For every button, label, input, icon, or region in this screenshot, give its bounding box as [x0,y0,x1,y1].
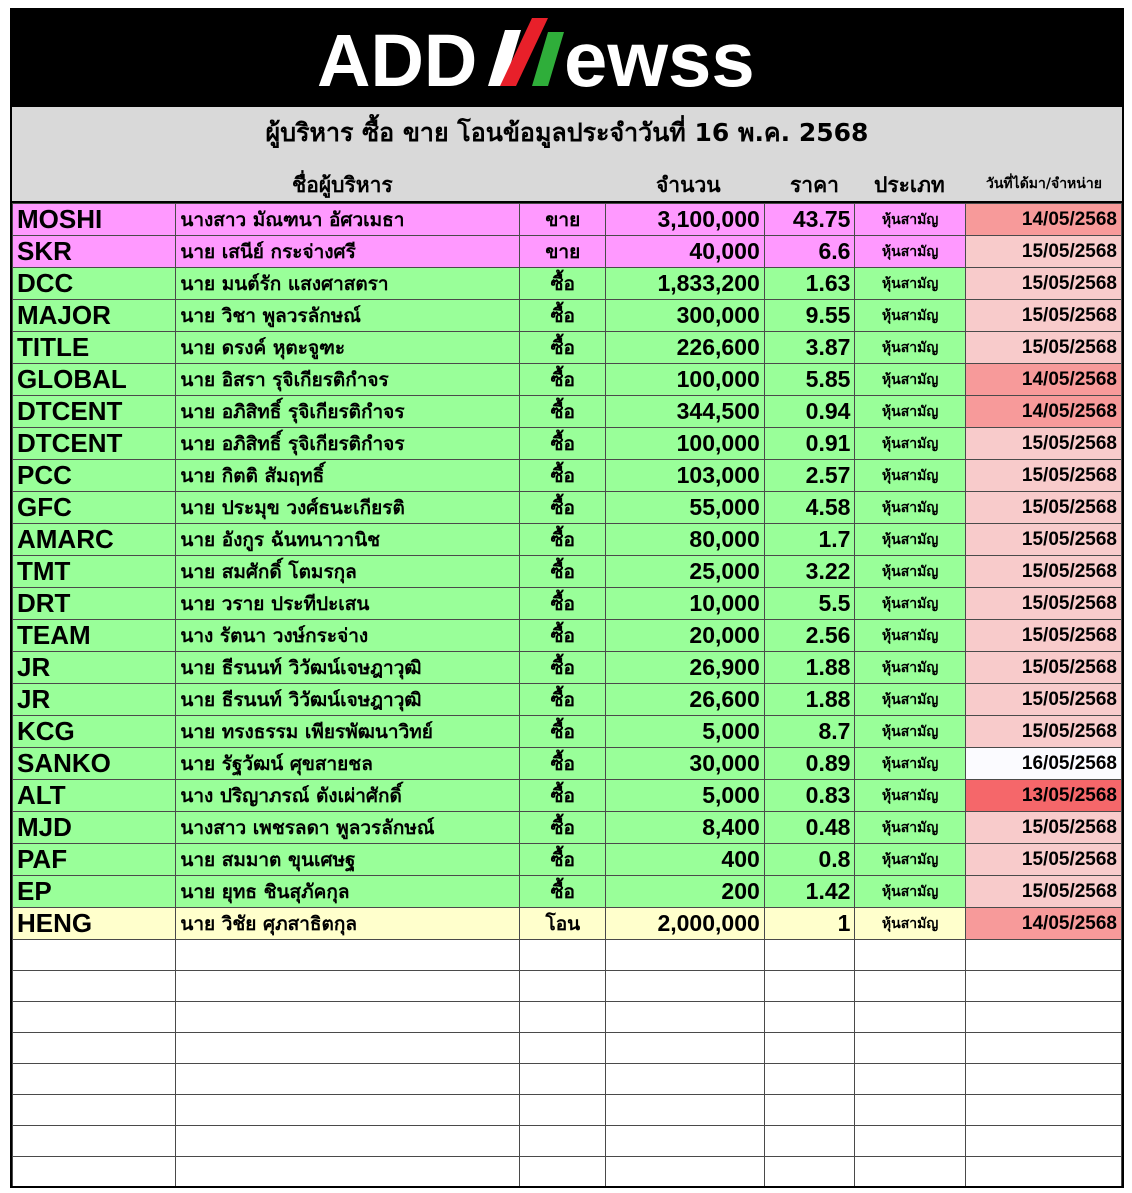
table-header [12,105,1122,203]
table-row [13,364,1122,396]
amount-cell[interactable]: 400 [606,844,764,876]
amount-cell[interactable]: 100,000 [606,364,764,396]
table-row [13,844,1122,876]
symbol-cell[interactable]: TMT [13,556,176,588]
symbol-cell[interactable]: MJD [13,812,176,844]
table-row [13,396,1122,428]
empty-cell[interactable] [606,1095,764,1126]
empty-cell[interactable] [965,1095,1121,1126]
security-type-cell[interactable]: หุ้นสามัญ [855,876,965,908]
insider-trades-table [12,203,1122,1188]
price-cell[interactable]: 1.88 [764,684,855,716]
price-cell[interactable]: 3.22 [764,556,855,588]
empty-cell[interactable] [855,971,965,1002]
executive-name-cell[interactable]: นาย ประมุข วงศ์ธนะเกียรติ [176,492,520,524]
price-cell[interactable]: 43.75 [764,204,855,236]
executive-name-cell[interactable]: นาย มนต์รัก แสงศาสตรา [176,268,520,300]
empty-cell[interactable] [764,1033,855,1064]
date-cell[interactable]: 14/05/2568 [965,908,1121,940]
date-cell[interactable]: 15/05/2568 [965,332,1121,364]
security-type-cell[interactable]: หุ้นสามัญ [855,236,965,268]
empty-cell[interactable] [176,1033,520,1064]
empty-cell[interactable] [764,1188,855,1189]
action-cell[interactable]: ซื้อ [520,588,606,620]
empty-cell[interactable] [176,971,520,1002]
date-cell[interactable]: 15/05/2568 [965,236,1121,268]
security-type-cell[interactable]: หุ้นสามัญ [855,812,965,844]
empty-cell[interactable] [520,1002,606,1033]
col-header-type: ประเภท [874,173,945,197]
amount-cell[interactable]: 3,100,000 [606,204,764,236]
page-title: ผู้บริหาร ซื้อ ขาย โอนข้อมูลประจำวันที่ 16 พ.ค. 2568 [265,118,869,147]
empty-cell[interactable] [520,1095,606,1126]
table-row [13,204,1122,236]
amount-cell[interactable]: 100,000 [606,428,764,460]
table-row [13,780,1122,812]
executive-name-cell[interactable]: นาง ปริญาภรณ์ ตังเผ่าศักดิ์ [176,780,520,812]
date-cell[interactable]: 15/05/2568 [965,844,1121,876]
empty-row [13,1188,1122,1189]
empty-cell[interactable] [176,1064,520,1095]
empty-cell[interactable] [520,971,606,1002]
executive-name-cell[interactable]: นาย อภิสิทธิ์ รุจิเกียรติกำจร [176,396,520,428]
amount-cell[interactable]: 226,600 [606,332,764,364]
empty-cell[interactable] [855,1188,965,1189]
price-cell[interactable]: 0.48 [764,812,855,844]
empty-cell[interactable] [965,1157,1121,1188]
action-cell[interactable]: ซื้อ [520,876,606,908]
date-cell[interactable]: 15/05/2568 [965,556,1121,588]
date-cell[interactable]: 15/05/2568 [965,652,1121,684]
security-type-cell[interactable]: หุ้นสามัญ [855,332,965,364]
empty-cell[interactable] [764,1002,855,1033]
executive-name-cell[interactable]: นาย อภิสิทธิ์ รุจิเกียรติกำจร [176,428,520,460]
symbol-cell[interactable]: PCC [13,460,176,492]
empty-cell[interactable] [13,1002,176,1033]
empty-row [13,940,1122,971]
empty-cell[interactable] [764,1064,855,1095]
action-cell[interactable]: ซื้อ [520,396,606,428]
empty-cell[interactable] [13,1033,176,1064]
col-header-name: ชื่อผู้บริหาร [292,173,393,197]
action-cell[interactable]: ซื้อ [520,268,606,300]
empty-cell[interactable] [764,1095,855,1126]
price-cell[interactable]: 1 [764,908,855,940]
executive-name-cell[interactable]: นาย วิชา พูลวรลักษณ์ [176,300,520,332]
empty-cell[interactable] [606,1002,764,1033]
empty-row [13,971,1122,1002]
price-cell[interactable]: 3.87 [764,332,855,364]
symbol-cell[interactable]: SKR [13,236,176,268]
empty-cell[interactable] [606,971,764,1002]
date-cell[interactable]: 13/05/2568 [965,780,1121,812]
table-row [13,588,1122,620]
empty-cell[interactable] [764,940,855,971]
table-row [13,908,1122,940]
date-cell[interactable]: 15/05/2568 [965,588,1121,620]
security-type-cell[interactable]: หุ้นสามัญ [855,908,965,940]
executive-name-cell[interactable]: นาย ธีรนนท์ วิวัฒน์เจษฎาวุฒิ [176,652,520,684]
action-cell[interactable]: ซื้อ [520,844,606,876]
security-type-cell[interactable]: หุ้นสามัญ [855,844,965,876]
symbol-cell[interactable]: AMARC [13,524,176,556]
table-row [13,620,1122,652]
date-cell[interactable]: 15/05/2568 [965,716,1121,748]
symbol-cell[interactable]: DTCENT [13,428,176,460]
date-cell[interactable]: 14/05/2568 [965,204,1121,236]
executive-name-cell[interactable]: นาย ทรงธรรม เพียรพัฒนาวิทย์ [176,716,520,748]
action-cell[interactable]: ขาย [520,236,606,268]
price-cell[interactable]: 0.89 [764,748,855,780]
symbol-cell[interactable]: GFC [13,492,176,524]
price-cell[interactable]: 1.7 [764,524,855,556]
empty-cell[interactable] [176,1157,520,1188]
date-cell[interactable]: 15/05/2568 [965,428,1121,460]
amount-cell[interactable]: 1,833,200 [606,268,764,300]
price-cell[interactable]: 6.6 [764,236,855,268]
amount-cell[interactable]: 5,000 [606,780,764,812]
table-row [13,812,1122,844]
empty-row [13,1157,1122,1188]
executive-name-cell[interactable]: นาย วราย ประทีปะเสน [176,588,520,620]
action-cell[interactable]: ซื้อ [520,652,606,684]
price-cell[interactable]: 5.5 [764,588,855,620]
symbol-cell[interactable]: DCC [13,268,176,300]
symbol-cell[interactable]: ALT [13,780,176,812]
col-header-price: ราคา [790,173,839,197]
table-row [13,748,1122,780]
security-type-cell[interactable]: หุ้นสามัญ [855,684,965,716]
date-cell[interactable]: 15/05/2568 [965,300,1121,332]
price-cell[interactable]: 0.83 [764,780,855,812]
executive-name-cell[interactable]: นาย เสนีย์ กระจ่างศรี [176,236,520,268]
empty-cell[interactable] [520,1188,606,1189]
price-cell[interactable]: 8.7 [764,716,855,748]
amount-cell[interactable]: 26,600 [606,684,764,716]
col-header-amount: จำนวน [656,173,721,197]
security-type-cell[interactable]: หุ้นสามัญ [855,428,965,460]
action-cell[interactable]: ซื้อ [520,428,606,460]
empty-cell[interactable] [176,1002,520,1033]
price-cell[interactable]: 2.57 [764,460,855,492]
symbol-cell[interactable]: HENG [13,908,176,940]
date-cell[interactable]: 15/05/2568 [965,876,1121,908]
empty-cell[interactable] [965,1126,1121,1157]
action-cell[interactable]: ซื้อ [520,492,606,524]
empty-cell[interactable] [606,1033,764,1064]
executive-name-cell[interactable]: นาย วิชัย ศุภสาธิตกุล [176,908,520,940]
table-row [13,876,1122,908]
action-cell[interactable]: ซื้อ [520,812,606,844]
action-cell[interactable]: ซื้อ [520,524,606,556]
security-type-cell[interactable]: หุ้นสามัญ [855,652,965,684]
action-cell[interactable]: ซื้อ [520,748,606,780]
empty-row [13,1064,1122,1095]
price-cell[interactable]: 9.55 [764,300,855,332]
action-cell[interactable]: ซื้อ [520,684,606,716]
empty-cell[interactable] [965,1064,1121,1095]
symbol-cell[interactable]: MAJOR [13,300,176,332]
empty-cell[interactable] [764,1157,855,1188]
empty-cell[interactable] [764,1126,855,1157]
security-type-cell[interactable]: หุ้นสามัญ [855,268,965,300]
amount-cell[interactable]: 25,000 [606,556,764,588]
empty-cell[interactable] [13,940,176,971]
action-cell[interactable]: ซื้อ [520,332,606,364]
amount-cell[interactable]: 26,900 [606,652,764,684]
amount-cell[interactable]: 30,000 [606,748,764,780]
amount-cell[interactable]: 10,000 [606,588,764,620]
empty-cell[interactable] [764,971,855,1002]
security-type-cell[interactable]: หุ้นสามัญ [855,492,965,524]
sheet-frame [10,8,1124,1188]
executive-name-cell[interactable]: นาย ยุทธ ชินสุภัคกุล [176,876,520,908]
logo-text-ewss: ewss [564,15,755,103]
table-row [13,332,1122,364]
security-type-cell[interactable]: หุ้นสามัญ [855,300,965,332]
symbol-cell[interactable]: EP [13,876,176,908]
action-cell[interactable]: ซื้อ [520,300,606,332]
empty-cell[interactable] [176,1126,520,1157]
security-type-cell[interactable]: หุ้นสามัญ [855,364,965,396]
security-type-cell[interactable]: หุ้นสามัญ [855,748,965,780]
empty-cell[interactable] [965,1188,1121,1189]
price-cell[interactable]: 4.58 [764,492,855,524]
symbol-cell[interactable]: DRT [13,588,176,620]
security-type-cell[interactable]: หุ้นสามัญ [855,716,965,748]
symbol-cell[interactable]: TITLE [13,332,176,364]
security-type-cell[interactable]: หุ้นสามัญ [855,588,965,620]
action-cell[interactable]: ซื้อ [520,716,606,748]
table-row [13,300,1122,332]
date-cell[interactable]: 15/05/2568 [965,268,1121,300]
empty-cell[interactable] [965,940,1121,971]
action-cell[interactable]: ซื้อ [520,620,606,652]
table-row [13,524,1122,556]
empty-cell[interactable] [855,1002,965,1033]
date-cell[interactable]: 15/05/2568 [965,524,1121,556]
amount-cell[interactable]: 103,000 [606,460,764,492]
executive-name-cell[interactable]: นางสาว มัณฑนา อัศวเมธา [176,204,520,236]
action-cell[interactable]: ซื้อ [520,364,606,396]
empty-cell[interactable] [13,1157,176,1188]
price-cell[interactable]: 1.42 [764,876,855,908]
security-type-cell[interactable]: หุ้นสามัญ [855,460,965,492]
security-type-cell[interactable]: หุ้นสามัญ [855,524,965,556]
date-cell[interactable]: 15/05/2568 [965,620,1121,652]
executive-name-cell[interactable]: นาย กิตติ สัมฤทธิ์ [176,460,520,492]
table-row [13,236,1122,268]
logo-banner [12,10,1122,105]
action-cell[interactable]: โอน [520,908,606,940]
table-row [13,460,1122,492]
amount-cell[interactable]: 80,000 [606,524,764,556]
col-header-date: วันที่ได้มา/จำหน่าย [986,176,1102,192]
executive-name-cell[interactable]: นาย สมศักดิ์ โตมรกุล [176,556,520,588]
empty-cell[interactable] [855,1033,965,1064]
empty-cell[interactable] [13,1126,176,1157]
empty-cell[interactable] [520,1033,606,1064]
addnewss-logo [12,10,1122,105]
empty-cell[interactable] [606,1188,764,1189]
amount-cell[interactable]: 55,000 [606,492,764,524]
action-cell[interactable]: ซื้อ [520,556,606,588]
table-row [13,428,1122,460]
empty-cell[interactable] [520,1157,606,1188]
action-cell[interactable]: ซื้อ [520,780,606,812]
date-cell[interactable]: 15/05/2568 [965,812,1121,844]
amount-cell[interactable]: 344,500 [606,396,764,428]
table-row [13,268,1122,300]
executive-name-cell[interactable]: นาย อังกูร ฉันทนาวานิช [176,524,520,556]
empty-cell[interactable] [176,940,520,971]
empty-cell[interactable] [176,1188,520,1189]
table-row [13,492,1122,524]
table-row [13,684,1122,716]
amount-cell[interactable]: 5,000 [606,716,764,748]
price-cell[interactable]: 5.85 [764,364,855,396]
amount-cell[interactable]: 8,400 [606,812,764,844]
symbol-cell[interactable]: KCG [13,716,176,748]
security-type-cell[interactable]: หุ้นสามัญ [855,396,965,428]
empty-cell[interactable] [965,1002,1121,1033]
executive-name-cell[interactable]: นาย ดรงค์ หุตะจูฑะ [176,332,520,364]
symbol-cell[interactable]: PAF [13,844,176,876]
price-cell[interactable]: 0.94 [764,396,855,428]
empty-cell[interactable] [606,1157,764,1188]
symbol-cell[interactable]: GLOBAL [13,364,176,396]
empty-cell[interactable] [855,1126,965,1157]
price-cell[interactable]: 1.88 [764,652,855,684]
price-cell[interactable]: 2.56 [764,620,855,652]
empty-cell[interactable] [13,1064,176,1095]
empty-cell[interactable] [965,1033,1121,1064]
date-cell[interactable]: 15/05/2568 [965,492,1121,524]
security-type-cell[interactable]: หุ้นสามัญ [855,204,965,236]
empty-cell[interactable] [855,1095,965,1126]
price-cell[interactable]: 0.91 [764,428,855,460]
symbol-cell[interactable]: DTCENT [13,396,176,428]
price-cell[interactable]: 1.63 [764,268,855,300]
empty-cell[interactable] [176,1095,520,1126]
amount-cell[interactable]: 20,000 [606,620,764,652]
date-cell[interactable]: 15/05/2568 [965,684,1121,716]
date-cell[interactable]: 15/05/2568 [965,460,1121,492]
empty-cell[interactable] [855,1064,965,1095]
empty-cell[interactable] [13,971,176,1002]
empty-cell[interactable] [13,1095,176,1126]
amount-cell[interactable]: 200 [606,876,764,908]
empty-row [13,1033,1122,1064]
amount-cell[interactable]: 40,000 [606,236,764,268]
empty-row [13,1002,1122,1033]
executive-name-cell[interactable]: นาง รัตนา วงษ์กระจ่าง [176,620,520,652]
security-type-cell[interactable]: หุ้นสามัญ [855,556,965,588]
security-type-cell[interactable]: หุ้นสามัญ [855,780,965,812]
executive-name-cell[interactable]: นาย สมมาต ขุนเศษฐ [176,844,520,876]
empty-cell[interactable] [520,1126,606,1157]
table-row [13,556,1122,588]
empty-row [13,1126,1122,1157]
table-row [13,652,1122,684]
amount-cell[interactable]: 2,000,000 [606,908,764,940]
empty-cell[interactable] [606,1126,764,1157]
symbol-cell[interactable]: TEAM [13,620,176,652]
logo-n-mark [488,18,564,86]
empty-cell[interactable] [855,940,965,971]
price-cell[interactable]: 0.8 [764,844,855,876]
empty-cell[interactable] [855,1157,965,1188]
date-cell[interactable]: 16/05/2568 [965,748,1121,780]
empty-row [13,1095,1122,1126]
symbol-cell[interactable]: JR [13,684,176,716]
symbol-cell[interactable]: JR [13,652,176,684]
date-cell[interactable]: 14/05/2568 [965,396,1121,428]
amount-cell[interactable]: 300,000 [606,300,764,332]
security-type-cell[interactable]: หุ้นสามัญ [855,620,965,652]
executive-name-cell[interactable]: นาย รัฐวัฒน์ ศุขสายชล [176,748,520,780]
empty-cell[interactable] [606,940,764,971]
executive-name-cell[interactable]: นาย ธีรนนท์ วิวัฒน์เจษฎาวุฒิ [176,684,520,716]
logo-text-add: ADD [317,19,478,102]
empty-cell[interactable] [13,1188,176,1189]
date-cell[interactable]: 14/05/2568 [965,364,1121,396]
empty-cell[interactable] [520,940,606,971]
table-row [13,716,1122,748]
executive-name-cell[interactable]: นาย อิสรา รุจิเกียรติกำจร [176,364,520,396]
symbol-cell[interactable]: MOSHI [13,204,176,236]
action-cell[interactable]: ขาย [520,204,606,236]
symbol-cell[interactable]: SANKO [13,748,176,780]
action-cell[interactable]: ซื้อ [520,460,606,492]
empty-cell[interactable] [520,1064,606,1095]
executive-name-cell[interactable]: นางสาว เพชรลดา พูลวรลักษณ์ [176,812,520,844]
empty-cell[interactable] [606,1064,764,1095]
empty-cell[interactable] [965,971,1121,1002]
